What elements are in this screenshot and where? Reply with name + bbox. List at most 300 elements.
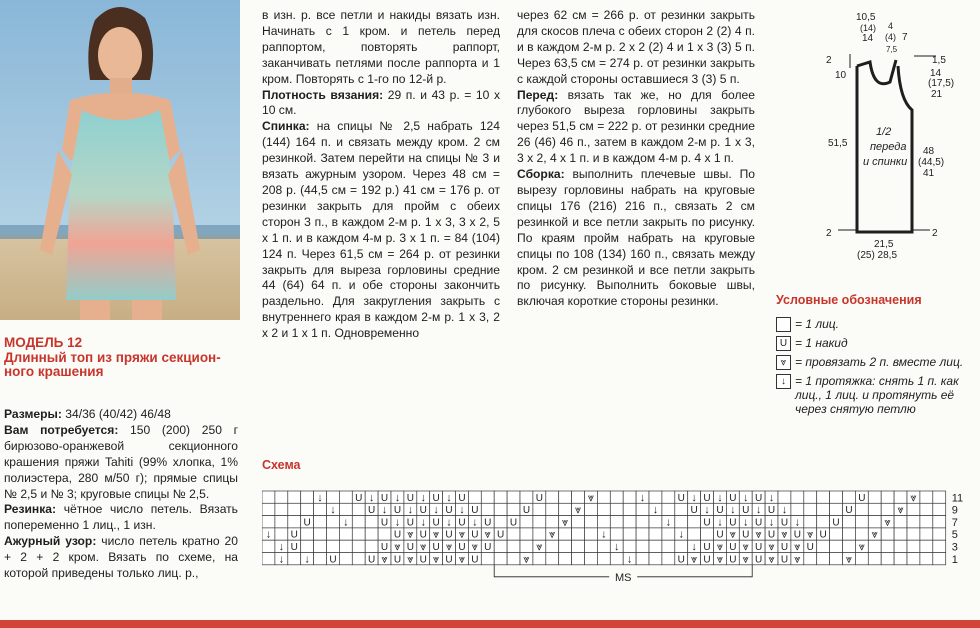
sizes-label: Размеры: (4, 407, 62, 421)
yarn-over-symbol: U (419, 529, 427, 541)
dim-h41: 41 (923, 168, 935, 179)
front-paragraph (517, 88, 755, 168)
dim-top-f: 7 (902, 32, 908, 43)
chart-cell (636, 540, 649, 552)
yarn-over-symbol: U (677, 492, 685, 504)
skp-symbol: ↓ (381, 504, 388, 517)
assembly-value: выполнить плечевые швы. По вырезу горловины набрать на круговые спицы 176 (216) 216 п., связать 2 см резинкой и все петли закрыть по рисунку. По краям пройм набрать на круговые спицы по 108 (134) 160 п., связать между кром. 2 см резинкой и все петли закрыть по рисунку. Выполнить боковые швы, включая короткие стороны резинки. (517, 167, 755, 309)
k2tog-symbol: ⩔ (433, 553, 440, 566)
chart-cell (585, 503, 598, 515)
dim-top-c: 14 (862, 33, 874, 44)
k2tog-symbol: ⩔ (433, 528, 440, 541)
k2tog-symbol: ⩔ (742, 541, 749, 553)
skp-symbol: ↓ (433, 504, 439, 517)
legend-text: = 1 лиц. (795, 317, 839, 331)
skp-symbol: ↓ (420, 491, 426, 504)
rib-paragraph (4, 502, 238, 534)
k2tog-symbol: ⩔ (458, 553, 466, 566)
chart-cell (585, 528, 598, 540)
k2tog-symbol: ⩔ (755, 528, 762, 541)
chart-cell (507, 540, 520, 552)
chart-cell (623, 540, 636, 552)
chart-cell (610, 553, 623, 565)
chart-cell (855, 516, 868, 528)
chart-cell (262, 516, 275, 528)
skp-symbol: ↓ (394, 516, 401, 529)
yarn-over-symbol: U (393, 529, 402, 541)
dim-top-d: 4 (888, 21, 894, 31)
materials-column (4, 407, 238, 582)
chart-cell (494, 553, 507, 565)
k2tog-symbol: ⩔ (420, 541, 427, 553)
chart-cell (907, 528, 920, 540)
skp-symbol: ↓ (278, 541, 285, 553)
skp-symbol: ↓ (665, 516, 672, 529)
yarn-over-symbol: U (380, 492, 389, 504)
yarn-over-symbol: U (393, 554, 402, 566)
yarn-over-symbol: U (471, 554, 479, 566)
chart-cell (920, 553, 933, 565)
instructions-column-3 (517, 8, 755, 310)
yarn-over-symbol: U (522, 505, 531, 517)
chart-cell (262, 491, 275, 503)
legend-item (776, 336, 980, 351)
chart-cell (533, 553, 546, 565)
dim-left-515: 51,5 (828, 138, 848, 149)
legend-text: = провязать 2 п. вместе лиц. (795, 355, 964, 369)
chart-cell (559, 503, 572, 515)
chart-cell (933, 540, 946, 552)
k2tog-symbol: ⩔ (807, 528, 814, 541)
chart-cell (585, 516, 598, 528)
chart-cell (778, 491, 791, 503)
dim-w215: 21,5 (874, 239, 894, 250)
yarn-over-symbol: U (716, 529, 724, 541)
chart-cell (520, 516, 533, 528)
gauge-paragraph (262, 88, 500, 120)
chart-cell (881, 503, 894, 515)
chart-cell (572, 553, 585, 565)
k2tog-symbol: ⩔ (910, 491, 917, 504)
skp-symbol: ↓ (407, 504, 414, 517)
yarn-over-symbol: U (793, 529, 801, 541)
yarn-over-symbol: U (432, 542, 440, 553)
legend-item (776, 355, 980, 370)
chart-cell (559, 491, 572, 503)
lace-value: число петель кратно 20 + 2 + 2 кром. Вязать по схеме, на которой приведены только лиц. р., (4, 534, 238, 581)
chart-cell (288, 491, 301, 503)
dim-right-21: 21 (931, 89, 943, 100)
label-front: переда (870, 141, 907, 153)
chart-cell (339, 491, 352, 503)
rib-label: Резинка: (4, 502, 57, 517)
chart-row-label: 11 (951, 492, 964, 505)
chart-cell (843, 491, 856, 503)
chart-cell (701, 528, 714, 540)
skp-symbol: ↓ (768, 491, 775, 504)
yarn-over-symbol: U (471, 505, 479, 517)
skp-symbol: ↓ (304, 553, 310, 566)
chart-cell (572, 491, 585, 503)
knitting-chart-svg (262, 489, 977, 617)
skp-symbol: ↓ (446, 516, 452, 529)
chart-cell (675, 516, 688, 528)
needed-value: 150 (200) 250 г бирюзово-оранжевой секционного крашения пряжи Tahiti (99% хлопка, 1% полиэстера, 280 м/50 г); прямые спицы № 2,5 и № 3; круговые спицы № 2,5. (4, 422, 238, 501)
chart-cell (546, 491, 559, 503)
yarn-over-symbol: U (767, 505, 776, 517)
chart-cell (804, 553, 817, 565)
skp-symbol: ↓ (743, 516, 749, 529)
garment-diagram (812, 10, 972, 272)
yarn-over-symbol: U (703, 492, 711, 504)
yarn-over-symbol: U (432, 492, 440, 504)
skp-symbol: ↓ (626, 553, 633, 566)
repeat-label: MS (614, 571, 632, 584)
dim-right-175: (17,5) (928, 78, 955, 89)
yarn-over-symbol: U (484, 542, 492, 553)
skp-symbol: ↓ (278, 553, 285, 566)
dim-top-b: (14) (860, 23, 877, 33)
skp-symbol: ↓ (459, 504, 465, 517)
yarn-over-symbol: U (716, 505, 724, 517)
yarn-over-symbol: U (742, 505, 750, 517)
k2tog-symbol: ⩔ (458, 528, 466, 541)
chart-cell (288, 516, 301, 528)
chart-cell (662, 491, 675, 503)
skp-symbol: ↓ (343, 516, 349, 529)
chart-cell (868, 491, 881, 503)
dim-h48: 48 (923, 146, 935, 157)
chart-cell (868, 553, 881, 565)
skp-symbol: ↓ (781, 504, 788, 517)
yarn-over-symbol: U (729, 492, 737, 504)
dim-br2: 2 (932, 228, 938, 239)
yarn-over-symbol: U (780, 554, 789, 566)
legend-item (776, 317, 980, 332)
dim-left-10: 10 (835, 70, 847, 81)
yarn-over-symbol: U (806, 542, 814, 553)
dim-top-g: 7,5 (886, 45, 898, 54)
chart-row-label: 5 (951, 529, 958, 542)
yarn-over-symbol: U (755, 517, 763, 529)
chart-cell (881, 491, 894, 503)
chart-cell (907, 503, 920, 515)
chart-cell (559, 553, 572, 565)
yarn-over-symbol: U (445, 529, 453, 541)
chart-cell (494, 491, 507, 503)
skp-symbol: ↓ (614, 541, 620, 553)
symbol-legend (776, 293, 980, 420)
model-name-line1: Длинный топ из пряжи секцион- (4, 349, 221, 365)
skp-symbol: ↓ (717, 516, 723, 529)
chart-cell (597, 540, 610, 552)
assembly-label: Сборка: (517, 167, 565, 182)
pattern-paragraph: в изн. р. все петли и накиды вязать изн. Начинать с 1 кром. и петель перед раппортом, повторять раппорт, заканчивать петлями после раппорта и 1 кром. Повторять с 1-го по 12-й р. (262, 8, 500, 86)
k2tog-symbol: ⩔ (884, 516, 891, 529)
chart-cell (649, 528, 662, 540)
chart-cell (520, 491, 533, 503)
model-number: МОДЕЛЬ 12 (4, 335, 83, 350)
chart-cell (520, 528, 533, 540)
legend-title: Условные обозначения (776, 293, 922, 307)
yarn-over-symbol: U (458, 492, 466, 504)
yarn-over-symbol: U (368, 554, 376, 566)
chart-cell (314, 540, 327, 552)
yarn-over-symbol: U (742, 529, 750, 541)
yarn-over-symbol: U (755, 492, 763, 504)
yarn-over-symbol: U (703, 542, 711, 553)
yarn-over-symbol: U (471, 529, 479, 541)
skp-symbol: ↓ (755, 504, 762, 517)
yarn-over-symbol: U (690, 505, 698, 517)
back-paragraph (262, 119, 500, 342)
yarn-over-symbol: U (368, 505, 376, 517)
chart-cell (675, 503, 688, 515)
sizes-value: 34/36 (40/42) 46/48 (61, 407, 171, 421)
chart-cell (288, 553, 301, 565)
chart-cell (597, 503, 610, 515)
yarn-over-symbol: U (780, 542, 789, 553)
chart-cell (275, 528, 288, 540)
dim-right-14: 14 (930, 68, 942, 79)
k2tog-symbol: ⩔ (587, 491, 595, 504)
chart-cell (636, 528, 649, 540)
chart-cell (275, 491, 288, 503)
yarn-over-symbol: U (406, 492, 414, 504)
yarn-over-symbol: U (509, 517, 518, 529)
k2tog-symbol: ⩔ (381, 553, 388, 566)
chart-row-label: 9 (951, 504, 958, 517)
chart-cell (688, 516, 701, 528)
chart-cell (339, 540, 352, 552)
k2tog-symbol: ⩔ (871, 528, 878, 541)
scheme-title: Схема (262, 458, 301, 472)
dim-h445: (44,5) (918, 157, 945, 168)
chart-cell (352, 528, 365, 540)
chart-cell (920, 540, 933, 552)
chart-cell (507, 528, 520, 540)
chart-cell (830, 491, 843, 503)
label-back: и спинки (863, 156, 908, 168)
chart-cell (868, 516, 881, 528)
chart-cell (868, 503, 881, 515)
legend-item (776, 374, 980, 416)
knitting-chart (262, 489, 977, 622)
chart-cell (533, 528, 546, 540)
k2tog-symbol: ⩔ (471, 541, 478, 553)
chart-cell (933, 503, 946, 515)
chart-cell (546, 553, 559, 565)
chart-cell (533, 503, 546, 515)
skp-symbol: ↓ (691, 541, 697, 553)
k2tog-symbol: ⩔ (768, 553, 775, 566)
chart-cell (585, 553, 598, 565)
chart-cell (881, 528, 894, 540)
chart-cell (468, 491, 481, 503)
skp-symbol: ↓ (601, 528, 607, 541)
chart-cell (481, 553, 494, 565)
page-footer-rule (0, 620, 980, 628)
skp-symbol: ↓ (794, 516, 801, 529)
k2tog-symbol-icon: ⩔ (776, 355, 791, 370)
dim-w25: (25) 28,5 (857, 250, 898, 261)
chart-cell (868, 540, 881, 552)
chart-cell (352, 540, 365, 552)
chart-cell (623, 528, 636, 540)
chart-cell (481, 491, 494, 503)
chart-cell (830, 553, 843, 565)
model-photo (0, 0, 240, 320)
chart-cell (378, 528, 391, 540)
chart-cell (855, 553, 868, 565)
yarn-over-symbol: U (535, 492, 543, 504)
yarn-over-symbol: U (419, 554, 427, 566)
k2tog-symbol: ⩔ (794, 541, 801, 553)
yarn-over-symbol: U (755, 542, 763, 553)
yarn-over-symbol: U (445, 505, 453, 517)
skp-symbol: ↓ (368, 491, 375, 504)
knit-symbol-icon (776, 317, 791, 332)
skp-symbol: ↓ (691, 491, 697, 504)
k2tog-symbol: ⩔ (562, 516, 569, 529)
skp-symbol: ↓ (639, 491, 646, 504)
chart-cell (610, 503, 623, 515)
yarn-over-symbol: U (432, 517, 440, 529)
yarn-over-symbol: U (458, 542, 466, 553)
legend-text: = 1 протяжка: снять 1 п. как лиц., 1 лиц. и протянуть её через снятую петлю (795, 374, 959, 416)
k2tog-symbol: ⩔ (574, 504, 582, 517)
chart-cell (327, 491, 340, 503)
yarn-over-symbol: U (703, 554, 711, 566)
yarn-over-symbol: U (380, 517, 389, 529)
chart-cell (933, 553, 946, 565)
chart-cell (262, 503, 275, 515)
yarn-over-symbol: U (290, 542, 298, 553)
chart-cell (533, 516, 546, 528)
chart-cell (933, 516, 946, 528)
k2tog-symbol: ⩔ (523, 553, 530, 566)
chart-cell (894, 491, 907, 503)
chart-cell (494, 540, 507, 552)
k2tog-symbol: ⩔ (768, 541, 775, 553)
k2tog-symbol: ⩔ (691, 553, 698, 566)
yarn-over-symbol: U (845, 505, 853, 517)
chart-cell (314, 553, 327, 565)
lace-paragraph (4, 534, 238, 582)
chart-cell (920, 503, 933, 515)
chart-cell (649, 553, 662, 565)
skp-symbol: ↓ (678, 528, 684, 541)
yarn-over-symbol: U (858, 492, 866, 504)
chart-cell (262, 553, 275, 565)
skp-symbol: ↓ (330, 504, 336, 517)
chart-cell (636, 503, 649, 515)
chart-cell (894, 540, 907, 552)
chart-cell (597, 516, 610, 528)
k2tog-symbol: ⩔ (742, 553, 749, 566)
chart-cell (636, 553, 649, 565)
chart-cell (314, 528, 327, 540)
chart-cell (830, 528, 843, 540)
yarn-over-symbol: U (703, 517, 711, 529)
chart-row-label: 3 (951, 541, 958, 554)
chart-cell (288, 503, 301, 515)
chart-cell (546, 503, 559, 515)
back-label: Спинка: (262, 119, 310, 134)
yarn-over-symbol: U (406, 542, 414, 553)
chart-cell (546, 516, 559, 528)
chart-cell (327, 516, 340, 528)
chart-cell (675, 540, 688, 552)
skp-symbol: ↓ (420, 516, 426, 529)
chart-cell (597, 553, 610, 565)
skp-symbol: ↓ (704, 504, 710, 517)
chart-cell (843, 528, 856, 540)
k2tog-symbol: ⩔ (407, 553, 414, 566)
chart-cell (585, 540, 598, 552)
k2tog-symbol: ⩔ (484, 528, 491, 541)
chart-cell (327, 540, 340, 552)
needed-paragraph (4, 423, 238, 503)
yarn-over-symbol: U (406, 517, 414, 529)
chart-cell (623, 491, 636, 503)
chart-cell (881, 553, 894, 565)
lace-label: Ажурный узор: (4, 534, 97, 549)
chart-cell (314, 516, 327, 528)
chart-cell (817, 491, 830, 503)
yarn-over-symbol: U (767, 529, 776, 541)
skp-symbol: ↓ (717, 491, 723, 504)
skp-symbol: ↓ (394, 491, 401, 504)
chart-cell (894, 553, 907, 565)
chart-cell (855, 503, 868, 515)
chart-cell (817, 540, 830, 552)
gauge-label: Плотность вязания: (262, 87, 384, 102)
chart-cell (610, 491, 623, 503)
yarn-over-symbol: U (677, 554, 685, 566)
chart-cell (610, 516, 623, 528)
chart-cell (572, 540, 585, 552)
chart-cell (520, 540, 533, 552)
label-half: 1/2 (876, 126, 892, 138)
chart-cell (817, 516, 830, 528)
chart-cell (352, 516, 365, 528)
k2tog-symbol: ⩔ (445, 541, 453, 553)
chart-cell (688, 528, 701, 540)
chart-cell (327, 528, 340, 540)
chart-cell (572, 528, 585, 540)
k2tog-symbol: ⩔ (781, 528, 788, 541)
needed-label: Вам потребуется: (4, 422, 119, 437)
model-name-line2: ного крашения (4, 364, 104, 379)
chart-cell (352, 503, 365, 515)
yarn-over-symbol: U (329, 554, 337, 566)
chart-cell (791, 491, 804, 503)
chart-cell (481, 503, 494, 515)
chart-cell (610, 528, 623, 540)
yarn-over-symbol: U (419, 505, 427, 517)
k2tog-symbol: ⩔ (845, 553, 853, 566)
chart-cell (933, 528, 946, 540)
chart-cell (494, 503, 507, 515)
chart-cell (817, 553, 830, 565)
chart-cell (597, 491, 610, 503)
dim-top-e: (4) (885, 32, 896, 42)
skp-symbol: ↓ (652, 504, 659, 517)
chart-cell (817, 503, 830, 515)
chart-cell (301, 491, 314, 503)
k2tog-symbol: ⩔ (536, 541, 543, 553)
